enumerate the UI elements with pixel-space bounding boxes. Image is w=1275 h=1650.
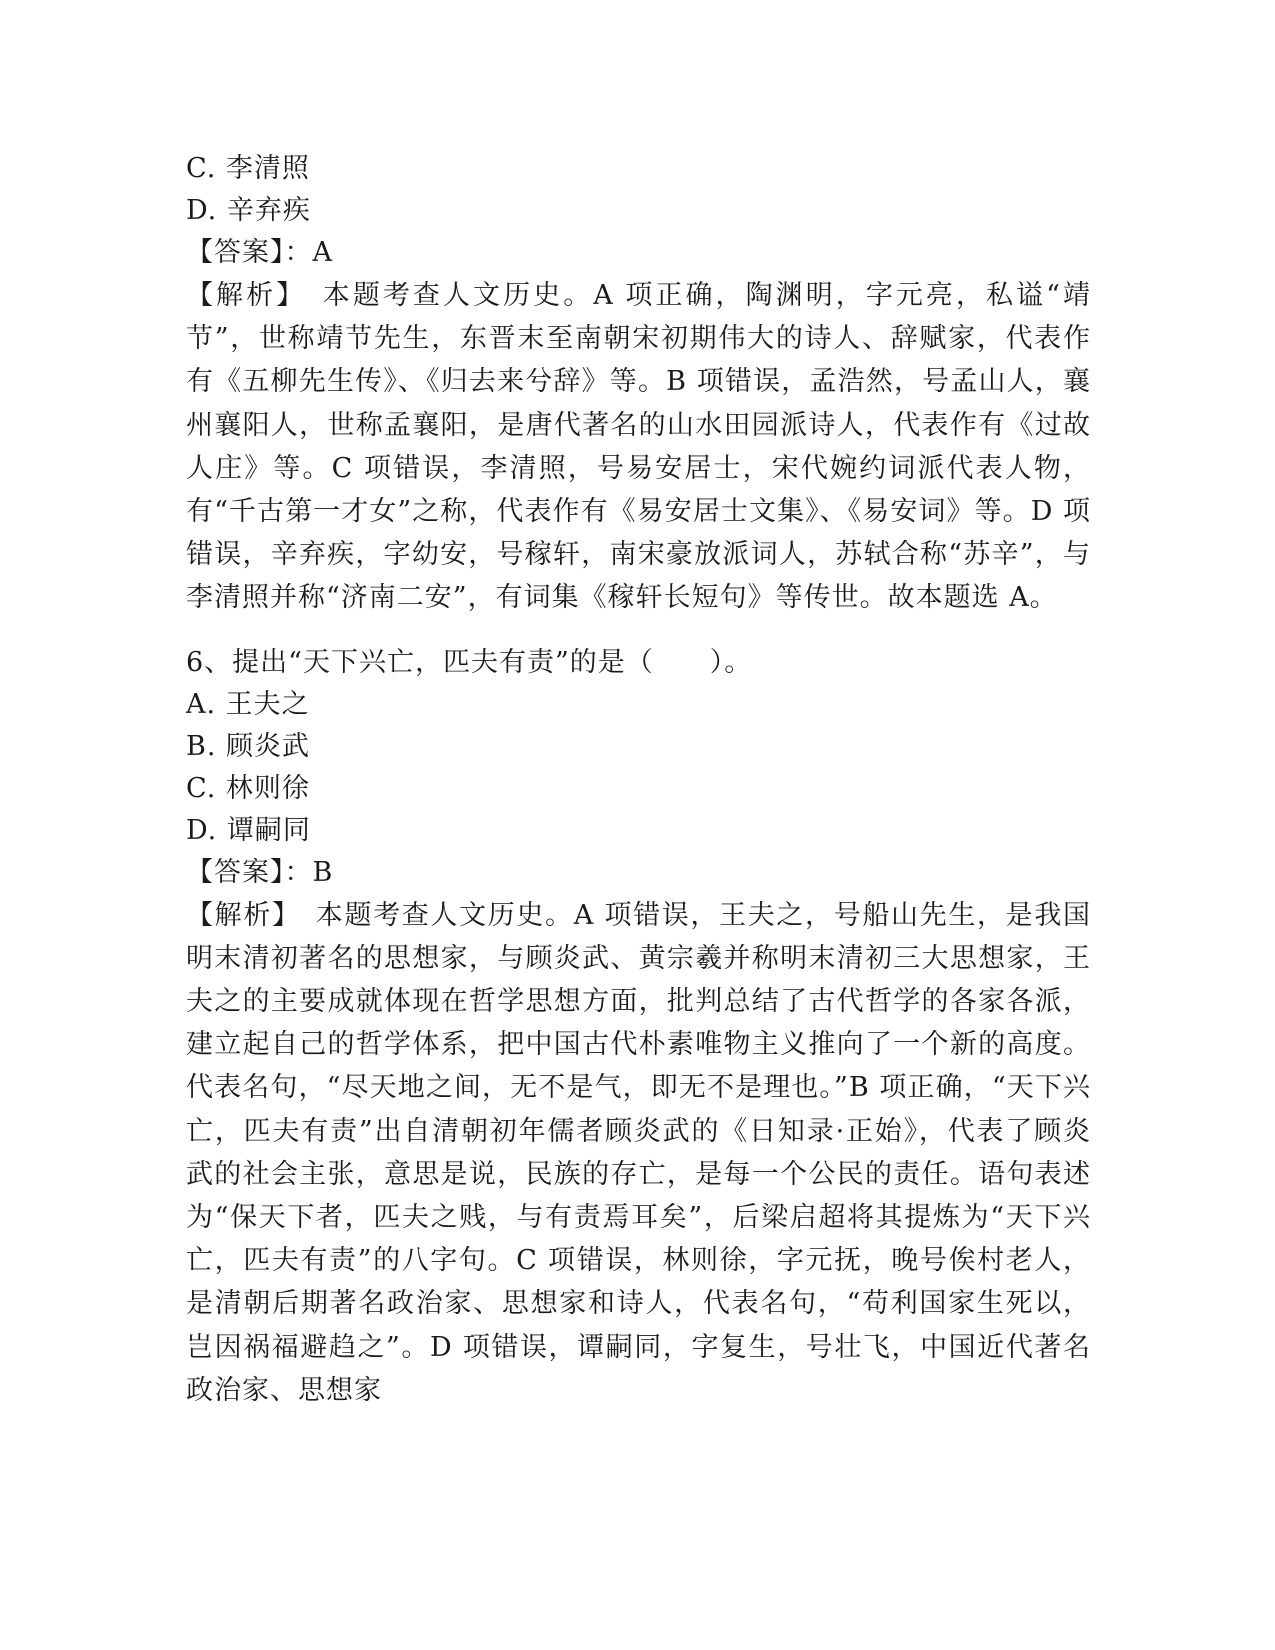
q6-question: 6、提出“天下兴亡，匹夫有责”的是（ ）。 bbox=[186, 646, 753, 678]
q6-option-d: D. 谭嗣同 bbox=[186, 814, 311, 846]
q6-analysis: 【解析】 本题考查人文历史。A 项错误，王夫之，号船山先生，是我国明末清初著名的思想家，与顾炎武、黄宗羲并称明末清初三大思想家，王夫之的主要成就体现在哲学思想方面，批判总结了古代哲学的各家各派，建立起自己的哲学体系，把中国古代朴素唯物主义推向了一个新的高度。代表名句，“尽天地之间，无不是气，即无不是理也。”B 项正确，“天下兴亡，匹夫有责”出自清朝初年儒者顾炎武的《日知录·正始》，代表了顾炎武的社会主张，意思是说，民族的存亡，是每一个公民的责任。语句表述为“保天下者，匹夫之贱，与有责焉耳矣”，后梁启超将其提炼为“天下兴亡，匹夫有责”的八字句。C 项错误，林则徐，字元抚，晚号俟村老人，是清朝后期著名政治家、思想家和诗人，代表名句，“苟利国家生死以，岂因祸福避趋之”。D 项错误，谭嗣同，字复生，号壮飞，中国近代著名政治家、思想家 bbox=[186, 899, 1091, 1406]
q5-option-c: C. 李清照 bbox=[186, 153, 310, 184]
q6-option-a: A. 王夫之 bbox=[186, 688, 310, 720]
question-gap bbox=[186, 620, 1091, 642]
q5-option-d: D. 辛弃疾 bbox=[186, 195, 311, 226]
q6-option-b: B. 顾炎武 bbox=[186, 730, 311, 762]
q6-answer: 【答案】：B bbox=[186, 856, 334, 888]
q6-option-c: C. 林则徐 bbox=[186, 772, 310, 804]
q5-answer: 【答案】：A bbox=[186, 237, 333, 268]
document-page bbox=[186, 148, 1091, 1412]
q5-analysis: 【解析】 本题考查人文历史。A 项正确，陶渊明，字元亮，私谥“靖节”，世称靖节先生，东晋末至南朝宋初期伟大的诗人、辞赋家，代表作有《五柳先生传》、《归去来兮辞》等。B 项错误，孟浩然，号孟山人，襄州襄阳人，世称孟襄阳，是唐代著名的山水田园派诗人，代表作有《过故人庄》等。C 项错误，李清照，号易安居士，宋代婉约词派代表人物，有“千古第一才女”之称，代表作有《易安居士文集》、《易安词》等。D 项错误，辛弃疾，字幼安，号稼轩，南宋豪放派词人，苏轼合称“苏辛”，与李清照并称“济南二安”，有词集《稼轩长短句》等传世。故本题选 A。 bbox=[186, 280, 1091, 614]
